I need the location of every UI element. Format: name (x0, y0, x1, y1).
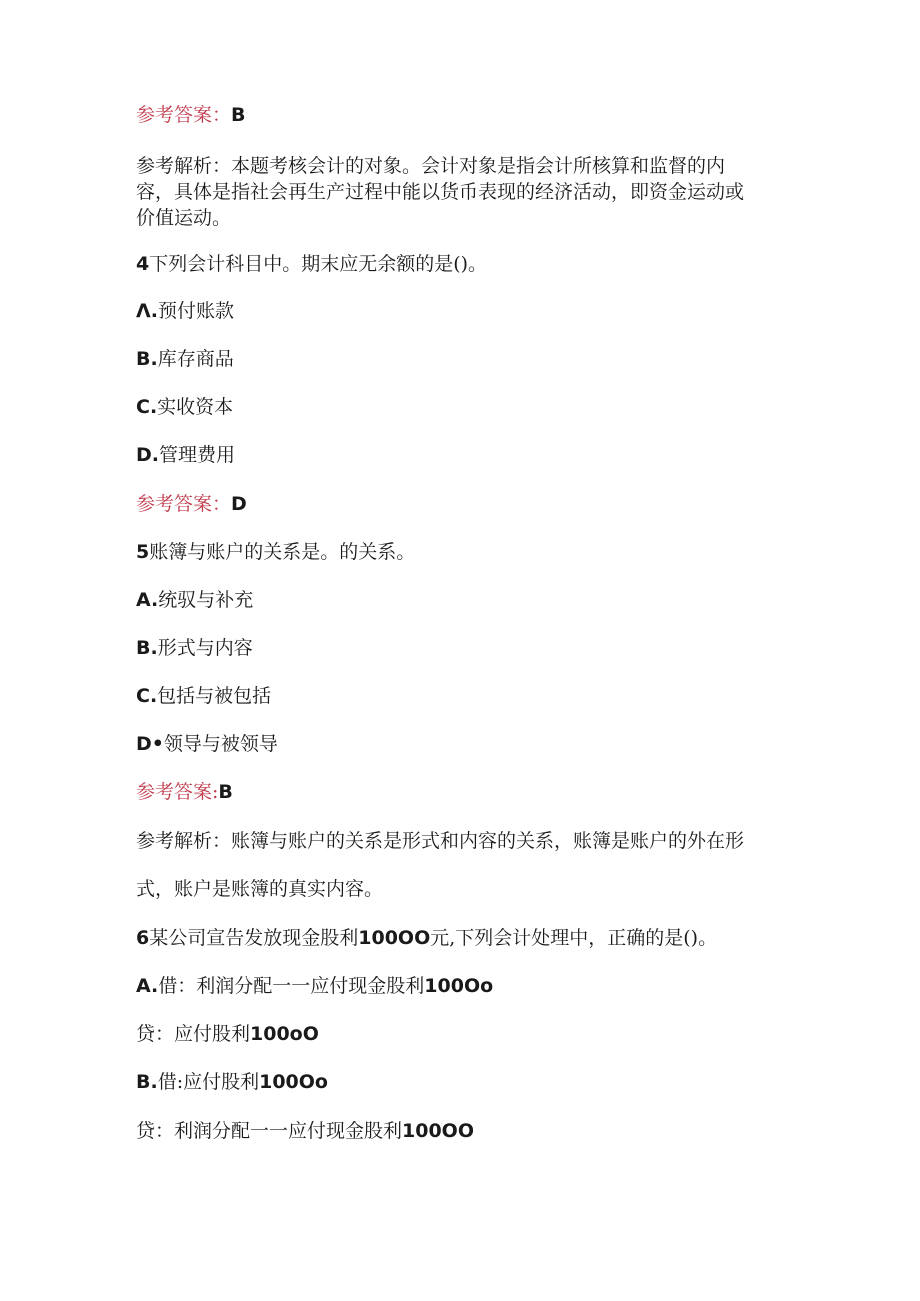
q5-stem (136, 541, 415, 563)
option-key: C. (136, 396, 158, 418)
entry-amount: 100Oo (424, 975, 494, 997)
question-amount: 100OO (358, 927, 431, 949)
option-key: C. (136, 685, 158, 707)
option-key: B. (136, 348, 158, 370)
q3-explanation-line-3: 价值运动。 (136, 207, 232, 229)
q4-option-d (136, 444, 235, 466)
question-number: 5 (136, 541, 150, 563)
option-text: 预付账款 (157, 300, 234, 322)
option-key: D• (136, 733, 164, 755)
q4-option-b (136, 348, 234, 370)
answer-value: D (231, 493, 247, 515)
entry-text: 贷：利润分配一一应付现金股利 (136, 1120, 403, 1142)
answer-value: B (231, 104, 246, 126)
answer-label: 参考答案： (136, 493, 232, 515)
option-text: 管理费用 (159, 444, 236, 466)
option-key: B. (136, 1071, 158, 1093)
option-text: 形式与内容 (157, 637, 253, 659)
q3-answer (136, 104, 246, 126)
entry-amount: 100oO (250, 1023, 319, 1045)
question-text-tail: 元,下列会计处理中，正确的是()。 (430, 927, 718, 949)
entry-text: 贷：应付股利 (136, 1023, 251, 1045)
q6-line-b-debit (136, 1071, 328, 1093)
option-text: 实收资本 (157, 396, 234, 418)
q5-explanation-line-2: 式，账户是账簿的真实内容。 (136, 878, 384, 900)
question-text: 某公司宣告发放现金股利 (149, 927, 359, 949)
answer-label: 参考答案： (136, 104, 232, 126)
q6-line-a-credit (136, 1023, 319, 1045)
question-text: 账簿与账户的关系是。的关系。 (149, 541, 416, 563)
q6-line-b-credit (136, 1120, 474, 1142)
q3-explanation-line-1: 参考解析：本题考核会计的对象。会计对象是指会计所核算和监督的内 (136, 155, 726, 177)
q5-option-d (136, 733, 278, 755)
option-text: 库存商品 (157, 348, 234, 370)
question-text: 下列会计科目中。期末应无余额的是()。 (149, 253, 488, 275)
option-key: A. (136, 589, 159, 611)
q3-explanation-line-2: 容，具体是指社会再生产过程中能以货币表现的经济活动，即资金运动或 (136, 181, 745, 203)
q5-explanation-line-1: 参考解析：账簿与账户的关系是形式和内容的关系，账簿是账户的外在形 (136, 830, 745, 852)
q4-option-c (136, 396, 233, 418)
option-text: 统驭与补充 (158, 589, 254, 611)
answer-value: B (218, 781, 233, 803)
option-text: 包括与被包括 (157, 685, 272, 707)
answer-label: 参考答案: (136, 781, 219, 803)
option-key: A. (136, 975, 159, 997)
entry-text: 借:应付股利 (157, 1071, 260, 1093)
question-number: 6 (136, 927, 150, 949)
q5-option-c (136, 685, 271, 707)
q4-stem (136, 253, 487, 275)
entry-text: 借：利润分配一一应付现金股利 (158, 975, 425, 997)
option-key: B. (136, 637, 158, 659)
q5-answer (136, 781, 233, 803)
q4-answer (136, 493, 247, 515)
q6-line-a-debit (136, 975, 493, 997)
option-key: Λ. (136, 300, 158, 322)
entry-amount: 100Oo (259, 1071, 328, 1093)
option-text: 领导与被领导 (163, 733, 278, 755)
option-key: D. (136, 444, 159, 466)
question-number: 4 (136, 253, 150, 275)
q6-stem (136, 927, 717, 949)
entry-amount: 100OO (402, 1120, 474, 1142)
q4-option-a (136, 300, 234, 322)
q5-option-a (136, 589, 253, 611)
q5-option-b (136, 637, 253, 659)
